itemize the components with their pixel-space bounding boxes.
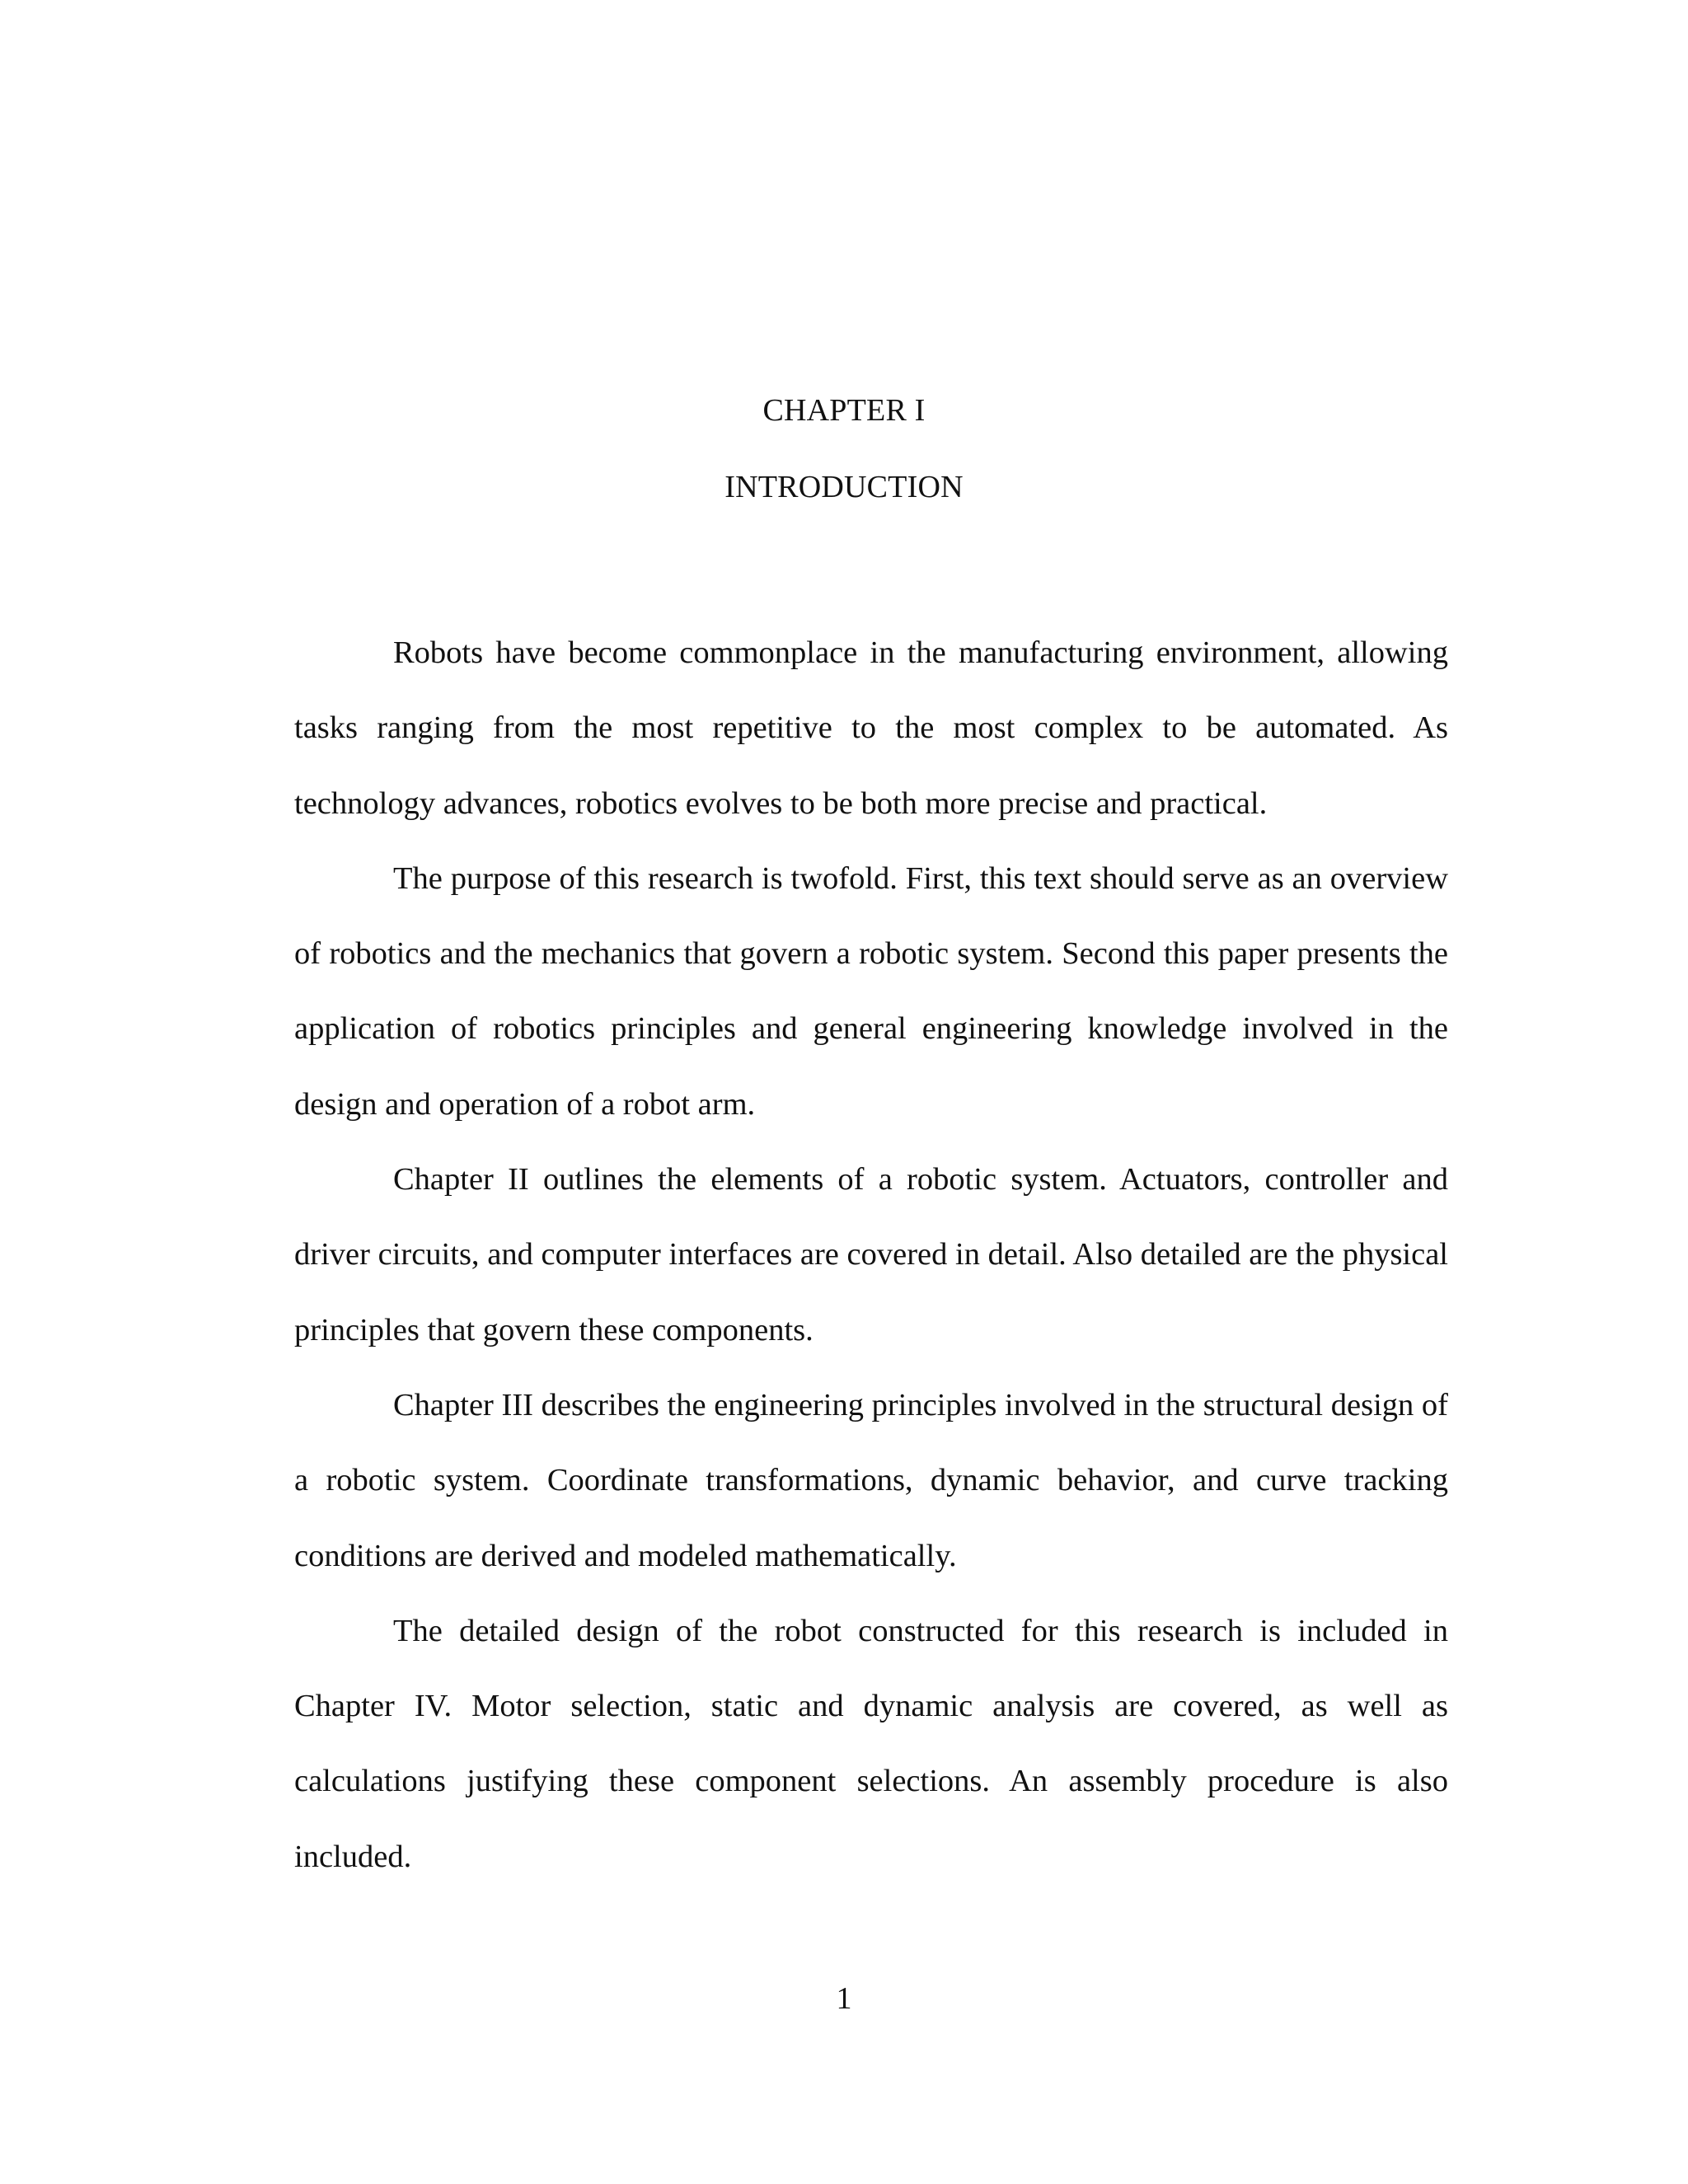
paragraph: The purpose of this research is twofold. First, this text should serve as an overview of robotics and the mechanics that govern a robotic system. Second this paper presents the application of robotics principles and general engineering knowledge involved in the design and operation of a robot arm. [294,860,1448,1122]
paragraph: Robots have become commonplace in the manufacturing environment, allowing tasks ranging from the most repetitive to the most complex to be automated. As technology advances, robotics evolves to be both more precise and practical. [294,635,1448,821]
body-text [294,616,1448,1895]
chapter-title: INTRODUCTION [724,470,964,504]
paragraph: The detailed design of the robot constructed for this research is included in Chapter IV. Motor selection, static and dynamic analysis are covered, as well as calculations justifying these component selections. An assembly procedure is also included. [294,1613,1448,1874]
page-number: 1 [836,1981,852,2016]
paragraph: Chapter II outlines the elements of a robotic system. Actuators, controller and driver circuits, and computer interfaces are covered in detail. Also detailed are the physical principles that govern these components. [294,1162,1448,1347]
paragraph: Chapter III describes the engineering principles involved in the structural design of a robotic system. Coordinate transformations, dynamic behavior, and curve tracking conditions are derived and modeled mathematically. [294,1387,1448,1573]
chapter-label: CHAPTER I [762,393,926,428]
